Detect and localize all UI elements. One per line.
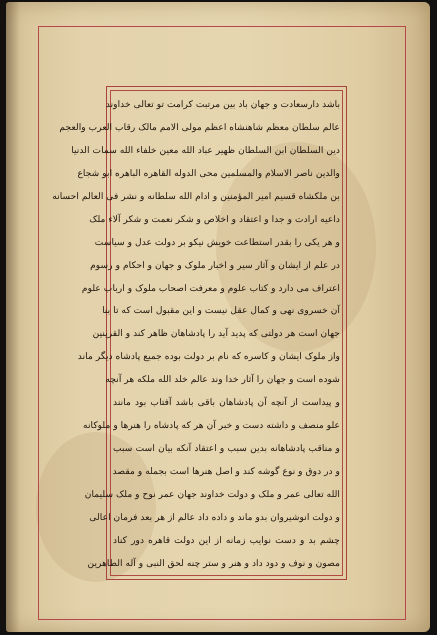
text-line: و هر یکی را بقدر استطاعت خویش نیکو بر دولت عدل و سیاست [94,236,340,248]
text-line: و در دوق و نوع گوشه کند و اصل هنرها است بجمله و مقصد [112,466,340,477]
text-line: جهان است هر دولتی که پدید آید را پادشاهان ظاهر کند و القرینین [92,328,340,340]
text-line: در علم از ایشان و آثار سیر و اخبار ملوک و جهان و احکام و رسوم [90,259,340,271]
text-line: اعتراف می دارد و کتاب علوم و معرفت اصحاب ملوک و ارباب علوم [81,282,340,294]
text-line: و دولت انوشیروان بدو ماند و داده داد عالم از هر بعد فرمان اعالی [89,511,340,523]
text-line: الله تعالی عمر و ملک و دولت خداوند جهان عمر نوح و ملک سلیمان [84,488,340,500]
text-line: باشد دارسعادت و جهان باد بین مرتبت کرامت تو تعالی خداوند [105,99,340,110]
text-line: بن ملکشاه قسیم امیر المؤمنین و ادام الله سلطانه و نشر فی العالم احسانه [52,190,340,202]
text-line: دین السلطان ابن السلطان ظهیر عباد الله معین خلفاء الله سمات الدنیا [71,144,340,156]
text-line: و پیداست از آنچه آن پادشاهان باقی باشد آفتاب بود مانند [113,397,340,409]
binding-shadow [6,2,20,632]
text-line: عالم سلطان معظم شاهنشاه اعظم مولی الامم مالک رقاب العرب والعجم [59,121,340,133]
text-line: و مناقب پادشاهانه بدین سبب و اعتقاد آنکه بیان است سبب [113,443,340,455]
manuscript-text-block [52,95,340,573]
text-line: داعیه ارادت و جدا و اعتقاد و اخلاص و شکر نعمت و شکر آلاء ملک [89,213,340,225]
text-line: علو منصف و داشته دست و خبر آن هر که پادشاه را هنرها و ملوکانه [83,420,340,432]
text-line: واز ملوک ایشان و کاسره که نام بر دولت بوده جمیع پادشاه دیگر ماند [77,351,340,363]
text-line: چشم بد و دست نوایب زمانه از این دولت قاهره دور کناد [113,534,340,546]
text-line: شوده است و جهان را آثار خدا وند عالم خلد الله ملکه هر آنچه [105,374,340,386]
text-line: مصون و نوف و دود داد و هنر و ستر چنه لحق النبی و آله الطاهرین [87,557,340,569]
text-line: آن خسروی نهی و کمال عقل نیست و این مقبول است که تا بنا [102,305,340,317]
text-line: والدین ناصر الاسلام والمسلمین محی الدوله القاهره الباهره ابو شجاع [77,167,340,179]
